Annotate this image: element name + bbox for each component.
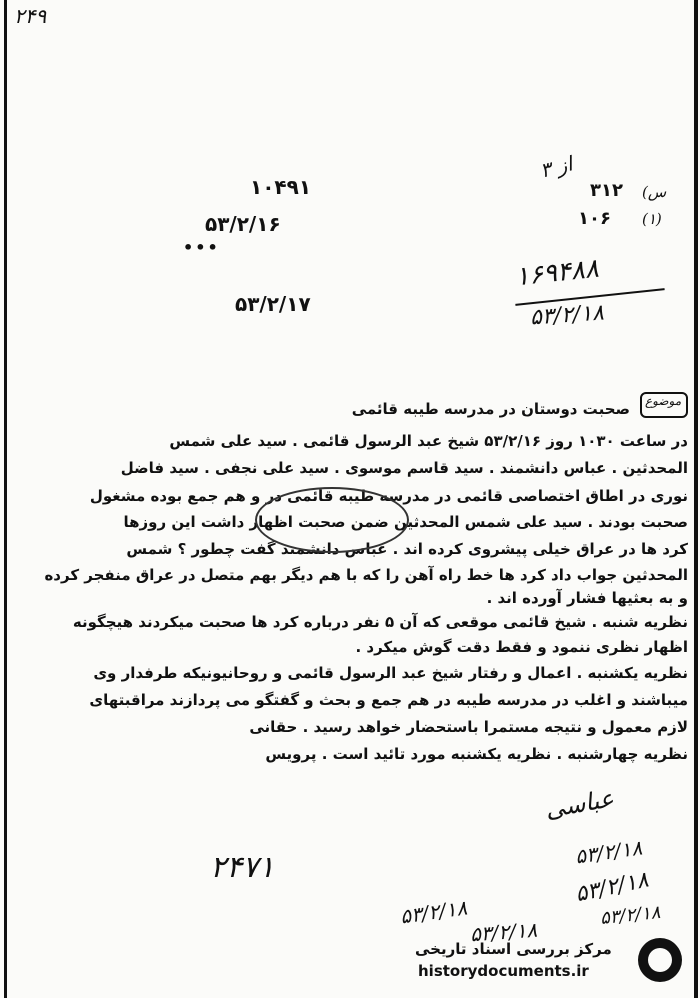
body-line: لازم معمول و نتیجه مستمرا باستحضار خواهد رسید . حقانی bbox=[249, 718, 688, 736]
document-date: ۵۳/۲/۱۶ bbox=[205, 212, 281, 236]
watermark-url: historydocuments.ir bbox=[418, 962, 589, 980]
signature: عباسی bbox=[543, 784, 616, 824]
handwritten-date-signature: ۵۳/۲/۱۸ bbox=[599, 901, 662, 930]
handwritten-date-signature: ۵۳/۲/۱۸ bbox=[469, 917, 538, 947]
received-date: ۵۳/۲/۱۷ bbox=[235, 292, 311, 316]
scan-border-left bbox=[4, 0, 7, 998]
body-line: نظریه چهارشنبه . نظریه یکشنبه مورد تائید است . پرویس bbox=[265, 745, 688, 763]
handwritten-date: ۵۳/۲/۱۸ bbox=[529, 300, 605, 331]
archive-logo-icon bbox=[638, 938, 682, 982]
reference-number-1: ۳۱۲ bbox=[590, 180, 623, 201]
reference-number-2: ۱۰۶ bbox=[578, 208, 611, 229]
handwritten-note-top: ۳ از bbox=[537, 151, 575, 183]
circular-stamp bbox=[255, 487, 409, 553]
watermark-title: مرکز بررسی اسناد تاریخی bbox=[415, 940, 612, 958]
scan-border-right bbox=[694, 0, 698, 998]
handwritten-date-signature: ۵۳/۲/۱۸ bbox=[398, 895, 469, 929]
body-line: و به بعثیها فشار آورده اند . bbox=[486, 589, 688, 607]
body-line: در ساعت ۱۰۳۰ روز ۵۳/۲/۱۶ شیخ عبد الرسول قائمی . سید علی شمس bbox=[169, 432, 688, 450]
body-line: المحدثین جواب داد کرد ها خط راه آهن را که با هم دیگر بهم متصل در عراق منفجر کرده bbox=[44, 566, 688, 584]
handwritten-date-signature: ۵۳/۲/۱۸ bbox=[573, 835, 644, 869]
body-line: نظریه شنبه . شیخ قائمی موقعی که آن ۵ نفر درباره کرد ها صحبت میکردند هیچگونه bbox=[72, 613, 688, 631]
body-line: نظریه یکشنبه . اعمال و رفتار شیخ عبد الرسول قائمی و روحانیونیکه طرفدار وی bbox=[93, 664, 688, 682]
handwritten-bracket-2: (۱) bbox=[642, 210, 662, 228]
separator-dots: ••• bbox=[183, 238, 220, 257]
body-line: نوری در اطاق اختصاصی قائمی در مدرسه طیبه قائمی در و هم جمع بوده مشغول bbox=[89, 487, 688, 505]
page-number: ۲۴۹ bbox=[14, 4, 47, 28]
body-line: صحبت بودند . سید علی شمس المحدثین ضمن صحبت اظهار داشت این روزها bbox=[123, 513, 688, 531]
handwritten-number-bottom: ۲۴۷۱ bbox=[210, 850, 275, 885]
handwritten-date-signature: ۵۳/۲/۱۸ bbox=[573, 867, 651, 908]
subject-label: موضوع bbox=[645, 394, 682, 408]
body-line: اظهار نظری ننمود و فقط دقت گوش میکرد . bbox=[355, 638, 688, 656]
body-line: کرد ها در عراق خیلی پیشروی کرده اند . عباس دانشمند گفت چطور ؟ شمس bbox=[126, 540, 688, 558]
document-number: ۱۰۴۹۱ bbox=[250, 175, 312, 199]
subject-text: صحبت دوستان در مدرسه طیبه قائمی bbox=[351, 400, 630, 418]
handwritten-bracket-1: (س bbox=[642, 183, 667, 201]
body-line: میباشند و اغلب در مدرسه طیبه در هم جمع و بحث و گفتگو می پردازند مراقبتهای bbox=[89, 691, 688, 709]
body-line: المحدثین . عباس دانشمند . سید قاسم موسوی . سید علی نجفی . سید فاضل bbox=[120, 459, 688, 477]
handwritten-file-number: ۱۶۹۴۸۸ bbox=[513, 253, 601, 293]
